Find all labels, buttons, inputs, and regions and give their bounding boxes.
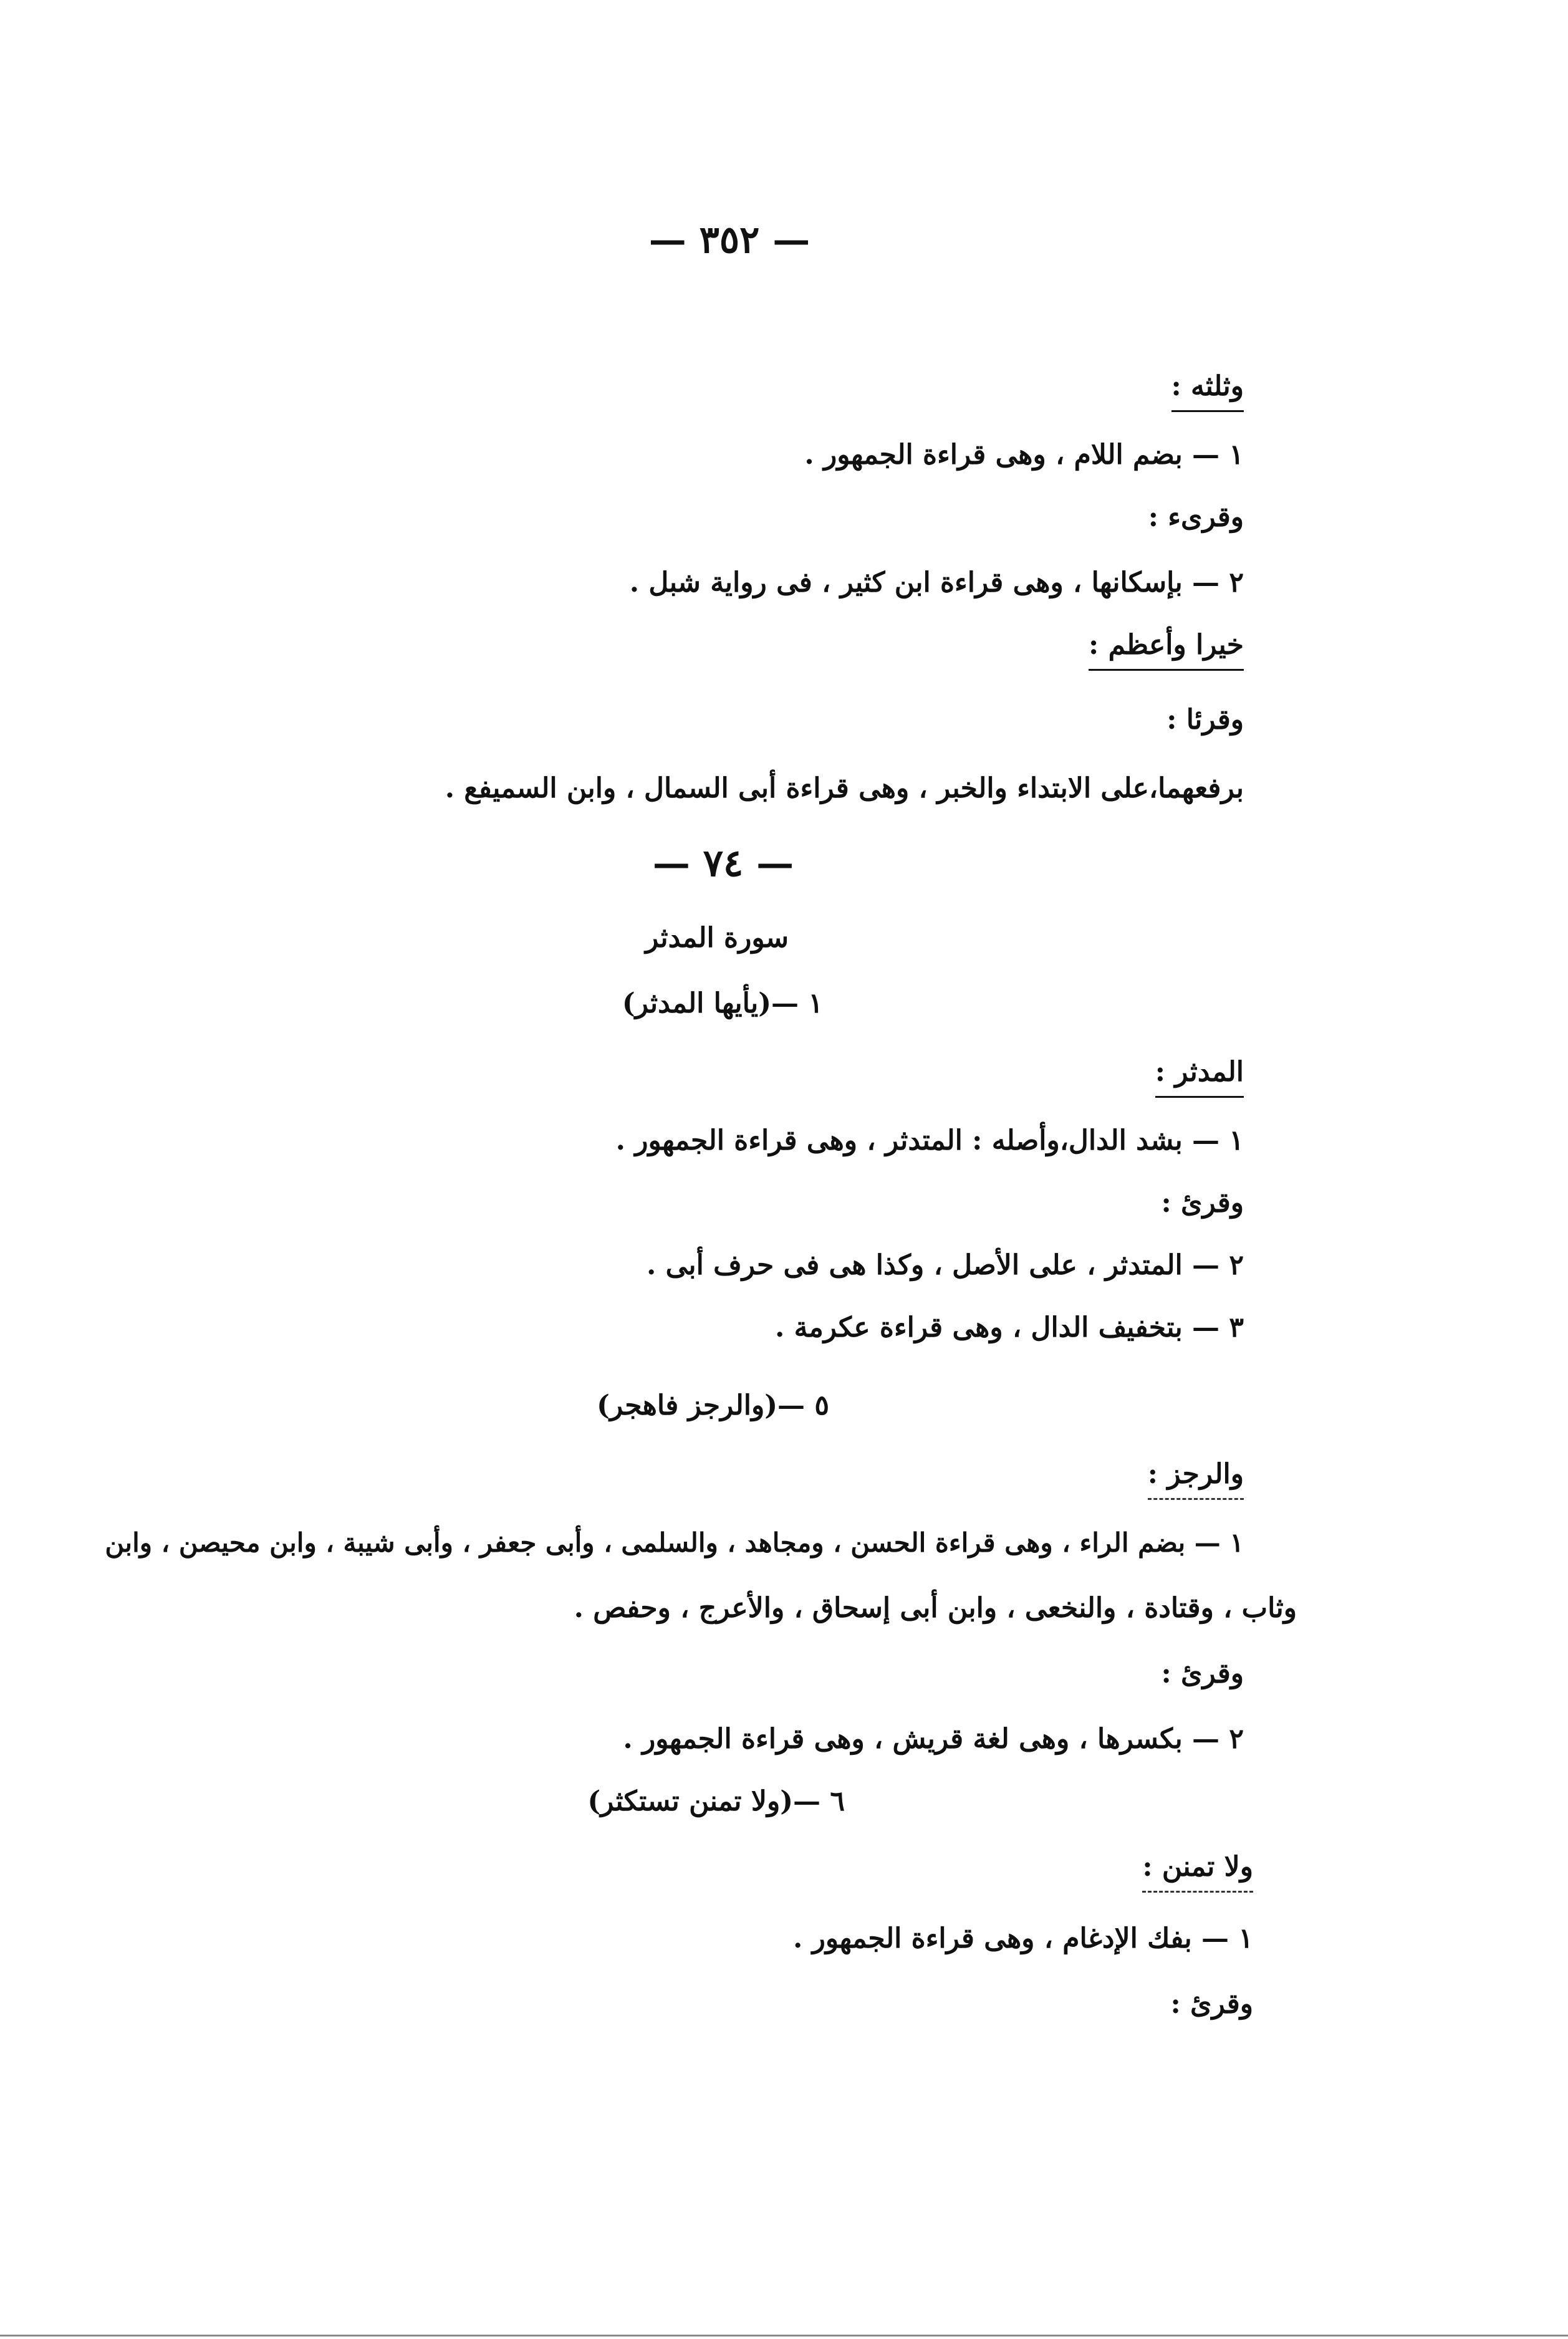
heading-text: خيرا وأعظم :: [1089, 627, 1244, 671]
text-line: ١ — بشد الدال،وأصله : المتدثر ، وهى قراءة الجمهور .: [615, 1125, 1244, 1156]
text-line: ١ — بفك الإدغام ، وهى قراءة الجمهور .: [793, 1923, 1253, 1954]
heading-text: المدثر :: [1155, 1054, 1244, 1098]
text-line: وقرئ :: [1161, 1658, 1244, 1689]
word-heading: [1155, 1054, 1244, 1098]
heading-text: والرجز :: [1148, 1456, 1244, 1500]
word-heading: [1142, 1848, 1253, 1893]
text-line: ٢ — بكسرها ، وهى لغة قريش ، وهى قراءة الجمهور .: [623, 1723, 1244, 1755]
heading-text: وثلثه :: [1171, 368, 1244, 412]
surah-number: — ٧٤ —: [652, 842, 794, 885]
verse-quote: ١ —(يأيها المدثر): [622, 987, 823, 1019]
text-line: ١ — بضم اللام ، وهى قراءة الجمهور .: [804, 439, 1244, 471]
text-line: ١ — بضم الراء ، وهى قراءة الحسن ، ومجاهد ، والسلمى ، وأبى جعفر ، وأبى شيبة ، وابن محيصن ، وابن: [105, 1527, 1244, 1558]
word-heading: [1171, 368, 1244, 412]
text-line: ٢ — المتدثر ، على الأصل ، وكذا هى فى حرف أبى .: [647, 1249, 1244, 1281]
page-bottom-rule: [0, 2335, 1568, 2337]
text-line: وثاب ، وقتادة ، والنخعى ، وابن أبى إسحاق ، والأعرج ، وحفص .: [574, 1592, 1297, 1624]
heading-text: ولا تمنن :: [1142, 1848, 1253, 1893]
text-line: ٣ — بتخفيف الدال ، وهى قراءة عكرمة .: [774, 1312, 1244, 1343]
surah-title: سورة المدثر: [645, 922, 789, 954]
text-line: وقرئ :: [1170, 1988, 1253, 2020]
word-heading: [1089, 627, 1244, 671]
text-line: وقرئا :: [1166, 704, 1244, 736]
text-line: وقرئ :: [1161, 1187, 1244, 1219]
text-line: برفعهما،على الابتداء والخبر ، وهى قراءة أبى السمال ، وابن السميفع .: [445, 772, 1244, 804]
text-line: وقرىء :: [1148, 501, 1244, 533]
verse-quote: ٦ —(ولا تمنن تستكثر): [587, 1785, 845, 1817]
verse-quote: ٥ —(والرجز فاهجر): [597, 1390, 829, 1421]
text-line: ٢ — بإسكانها ، وهى قراءة ابن كثير ، فى رواية شبل .: [629, 567, 1244, 598]
page-number: — ٣٥٢ —: [648, 218, 810, 262]
word-heading: [1148, 1456, 1244, 1500]
